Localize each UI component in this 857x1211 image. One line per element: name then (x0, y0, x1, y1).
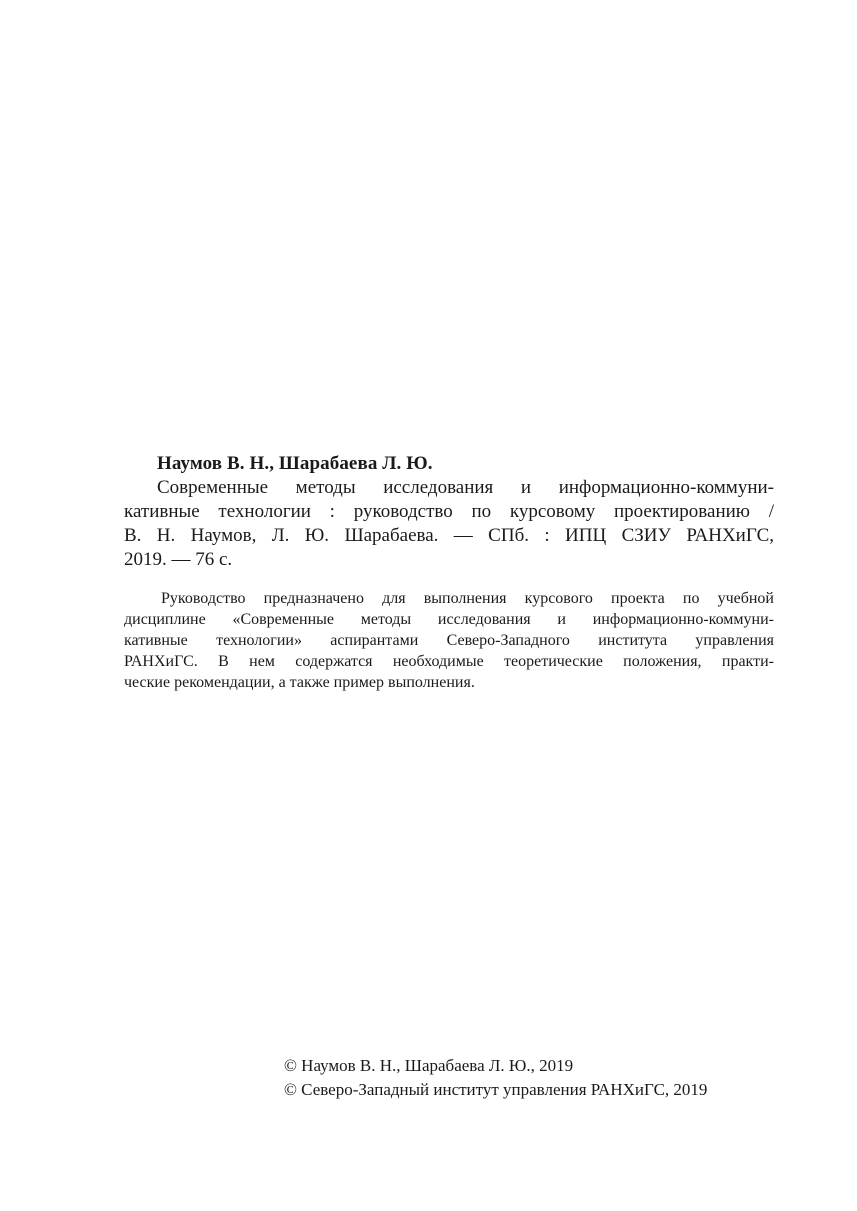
annotation-line: ческие рекомендации, а также пример выполнения. (124, 674, 475, 691)
copyright-block (284, 1054, 774, 1102)
annotation-paragraph (124, 588, 774, 693)
annotation-line: Руководство предназначено для выполнения курсового проекта по учебной (161, 590, 774, 607)
annotation-line: кативные технологии» аспирантами Северо-Западного института управления (124, 632, 774, 649)
bibliographic-line: Современные методы исследования и информационно-коммуни- (157, 477, 774, 498)
annotation-line: РАНХиГС. В нем содержатся необходимые теоретические положения, практи- (124, 653, 774, 670)
authors-heading: Наумов В. Н., Шарабаева Л. Ю. (157, 453, 433, 474)
bibliographic-line: В. Н. Наумов, Л. Ю. Шарабаева. — СПб. : ИПЦ СЗИУ РАНХиГС, (124, 525, 774, 546)
bibliographic-line: кативные технологии : руководство по курсовому проектированию / (124, 501, 774, 522)
copyright-institute-line: © Северо-Западный институт управления РАНХиГС, 2019 (284, 1080, 708, 1099)
copyright-authors-line: © Наумов В. Н., Шарабаева Л. Ю., 2019 (284, 1056, 574, 1075)
bibliographic-record (124, 452, 774, 572)
annotation-line: дисциплине «Современные методы исследования и информационно-коммуни- (124, 611, 774, 628)
bibliographic-line: 2019. — 76 с. (124, 549, 233, 570)
